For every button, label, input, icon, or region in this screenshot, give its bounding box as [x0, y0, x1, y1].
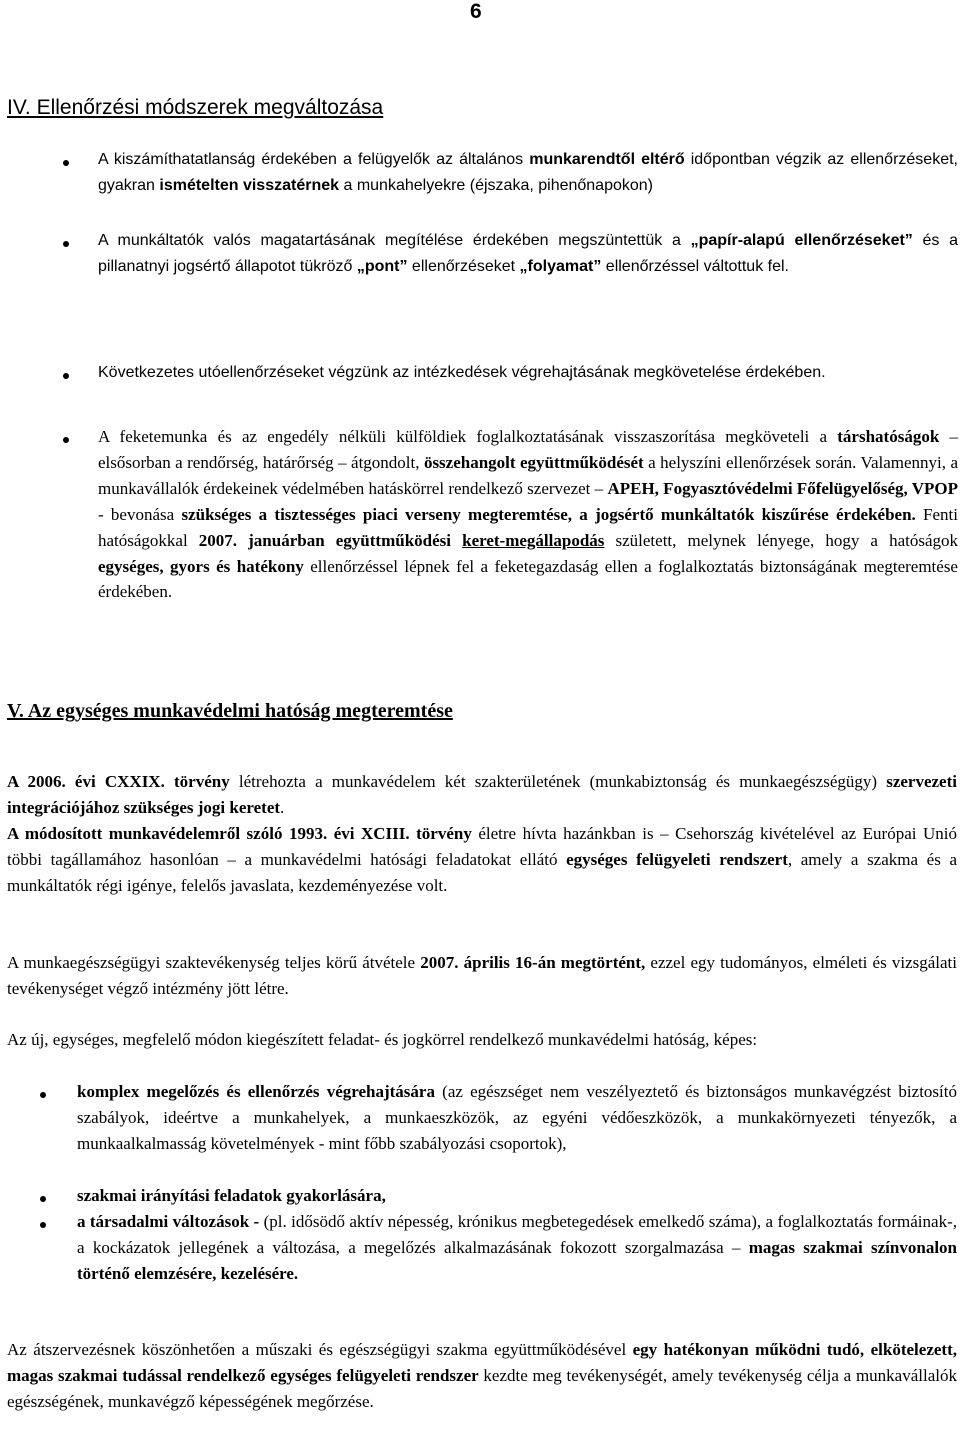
text-run: a munkahelyekre (éjszaka, pihenőnapokon): [339, 177, 653, 194]
text-run: Az új, egységes, megfelelő módon kiegészített feladat- és jogkörrel rendelkező munkavédelmi hatóság, képes:: [7, 1030, 758, 1049]
text-run: kezdte meg tevékenységét, amely tevékenység célja a munkavállalók egészségének, munkavégző képességének megőrzése.: [7, 1366, 957, 1411]
bullet-dot: [63, 373, 69, 379]
bullet-dot: [40, 1222, 46, 1228]
emphasis-text: összehangolt együttműködését: [423, 452, 644, 472]
bullet-black-labour-cooperation: [98, 424, 958, 605]
emphasis-text: „papír-alapú ellenőrzéseket”: [690, 232, 913, 249]
text-run: ellenőrzéssel lépnek fel a feketegazdaság ellen a foglalkoztatás biztonságának megteremtése érdekében.: [98, 556, 958, 602]
text-run: Fenti hatóságokkal: [98, 504, 958, 550]
emphasis-text: munkarendtől eltérő: [529, 151, 685, 168]
text-run: - bevonása: [98, 504, 182, 524]
text-run: és a pillanatnyi jogsértő állapotot tükröző: [98, 232, 958, 275]
paragraph-2006-law: [7, 769, 957, 821]
emphasis-text: szervezeti integrációjához szükséges jogi keretet: [7, 772, 957, 817]
text-run: , amely a szakma és a munkáltatók régi igénye, felelős javaslata, kezdeményezése volt.: [7, 850, 957, 895]
emphasis-text: társhatóságok: [837, 427, 940, 446]
bullet-dot: [63, 160, 69, 166]
text-run: (pl. idősödő aktív népesség, krónikus megbetegedések emelkedő száma), a foglalkoztatás formáinak-, a kockázatok jellegének a változása, a megelőzés alkalmazásának fokozott szorgalmazása –: [77, 1212, 957, 1257]
paragraph-authority-capable: [7, 1027, 957, 1053]
paragraph-occupational-health-takeover: [7, 950, 957, 1002]
bullet-process-inspections: [98, 228, 958, 280]
emphasis-text: keret-megállapodás: [462, 530, 605, 550]
text-run: ezzel egy tudományos, elméleti és vizsgálati tevékenységet végző intézmény jött létre.: [7, 953, 957, 998]
emphasis-text: A 2006. évi CXXIX. törvény: [7, 772, 230, 791]
text-run: Az átszervezésnek köszönhetően a műszaki és egészségügyi szakma együttműködésével: [7, 1340, 633, 1359]
bullet-dot: [63, 241, 69, 247]
text-run: ellenőrzéssel váltottuk fel.: [601, 258, 789, 275]
text-run: [451, 531, 462, 550]
page-number: 6: [470, 0, 482, 23]
emphasis-text: egységes, gyors és hatékony: [98, 556, 304, 576]
emphasis-text: „folyamat”: [519, 258, 602, 275]
section-v-heading: V. Az egységes munkavédelmi hatóság megteremtése: [7, 700, 453, 722]
emphasis-text: APEH, Fogyasztóvédelmi Főfelügyelőség, VPOP: [607, 478, 958, 498]
text-run: életre hívta hazánkban is – Csehország kivételével az Európai Unió többi tagállamához hasonlóan – a munkavédelmi hatósági feladatokat ellátó: [7, 824, 957, 869]
text-run: – elsősorban a rendőrség, határőrség – átgondolt,: [98, 427, 958, 472]
text-run: időpontban végzik az ellenőrzéseket, gyakran: [98, 151, 958, 194]
emphasis-text: egységes felügyeleti rendszert: [566, 850, 788, 869]
paragraph-reorganization-result: [7, 1337, 957, 1415]
emphasis-text: A módosított munkavédelemről szóló 1993. évi XCIII. törvény: [7, 824, 472, 843]
emphasis-text: szükséges a tisztességes piaci verseny megteremtése, a jogsértő munkáltatók kiszűrése érdekében.: [181, 504, 916, 524]
emphasis-text: 2007. januárban együttműködési: [198, 530, 451, 550]
capability-social-changes: [77, 1209, 957, 1287]
section-iv-heading: IV. Ellenőrzési módszerek megváltozása: [7, 96, 384, 119]
text-run: A munkáltatók valós magatartásának megítélése érdekében megszüntettük a: [98, 232, 691, 249]
text-run: a helyszíni ellenőrzések során. Valamennyi, a munkavállalók érdekeinek védelmében hatáskörrel rendelkező szervezet –: [98, 452, 958, 498]
emphasis-text: szakmai irányítási feladatok gyakorlására,: [77, 1186, 386, 1205]
emphasis-text: 2007. április 16-án megtörtént,: [420, 953, 646, 972]
capability-complex-prevention: [77, 1079, 957, 1157]
text-run: A kiszámíthatatlanság érdekében a felügyelők az általános: [98, 151, 530, 168]
text-run: A munkaegészségügyi szaktevékenység teljes körű átvétele: [7, 953, 421, 972]
bullet-dot: [40, 1092, 46, 1098]
bullet-dot: [63, 437, 69, 443]
text-run: A feketemunka és az engedély nélküli külföldiek foglalkoztatásának visszaszorítása megköveteli a: [98, 427, 838, 446]
paragraph-1993-law: [7, 821, 957, 899]
bullet-unpredictable-inspections: [98, 147, 958, 199]
capability-professional-guidance: [77, 1183, 957, 1209]
text-run: létrehozta a munkavédelem két szakterületének (munkabiztonság és munkaegészségügy): [229, 772, 887, 791]
text-run: .: [280, 798, 285, 817]
bullet-follow-up-inspections: [98, 360, 958, 386]
emphasis-text: a társadalmi változások -: [77, 1212, 260, 1231]
emphasis-text: komplex megelőzés és ellenőrzés végrehajtására: [77, 1082, 435, 1101]
text-run: született, melynek lényege, hogy a hatóságok: [604, 530, 958, 550]
bullet-dot: [40, 1196, 46, 1202]
text-run: (az egészséget nem veszélyeztető és biztonságos munkavégzést biztosító szabályok, ideértve a munkahelyek, a munkaeszközök, az egyéni védőeszközök, a munkakörnyezeti tényezők, a munkaalkalmasság követelmények - mint főbb szabályozási csoportok),: [77, 1082, 957, 1153]
emphasis-text: „pont”: [356, 258, 408, 275]
emphasis-text: egy hatékonyan működni tudó, elkötelezett, magas szakmai tudással rendelkező egységes felügyeleti rendszer: [7, 1340, 957, 1385]
emphasis-text: magas szakmai színvonalon történő elemzésére, kezelésére.: [77, 1238, 957, 1283]
text-run: ellenőrzéseket: [407, 258, 520, 275]
emphasis-text: ismételten visszatérnek: [159, 177, 340, 194]
text-run: Következetes utóellenőrzéseket végzünk az intézkedések végrehajtásának megkövetelése érdekében.: [98, 364, 826, 381]
